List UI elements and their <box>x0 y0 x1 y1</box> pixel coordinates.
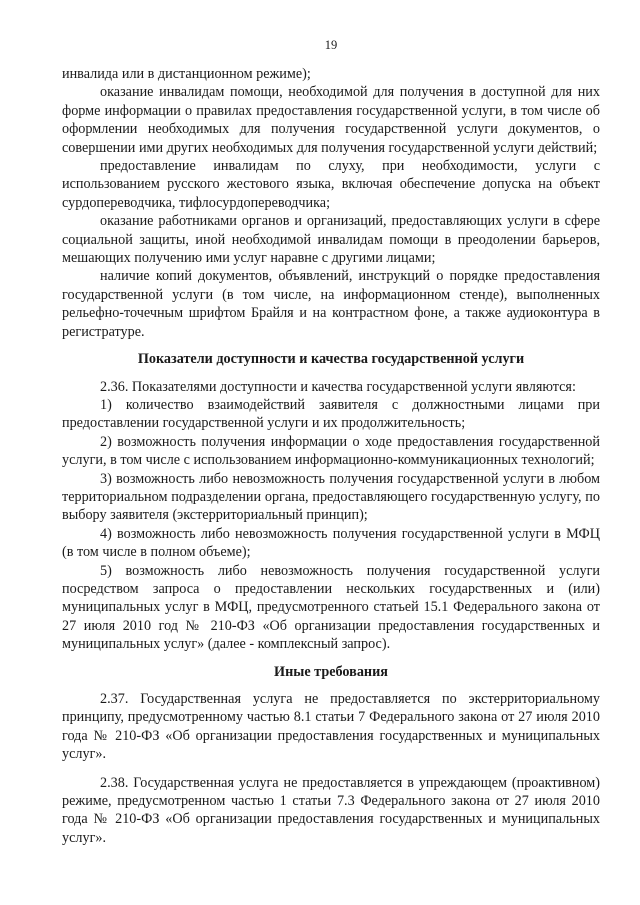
clause-2-36-item-4: 4) возможность либо невозможность получения государственной услуги в МФЦ (в том числе в полном объеме); <box>62 525 600 561</box>
clause-2-36-intro: 2.36. Показателями доступности и качества государственной услуги являются: <box>100 378 576 395</box>
paragraph-staff-help: оказание работниками органов и организаций, предоставляющих услуги в сфере социальной защиты, иной необходимой инвалидам помощи в преодолении барьеров, мешающих получению ими услуг наравне с другими лицами; <box>62 213 600 267</box>
clause-2-36-item-5: 5) возможность либо невозможность получения государственной услуги посредством запроса о предоставлении нескольких государственных и (или) муниципальных услуг в МФЦ, предусмотренного статьей 15.1 Федерального закона от 27 июля 2010 год № 210-ФЗ «Об организации предоставления государственных и муниципальных услуг» (далее - комплексный запрос). <box>62 562 600 653</box>
paragraph-continuation: инвалида или в дистанционном режиме); <box>62 66 311 82</box>
paragraph-sign-language: предоставление инвалидам по слуху, при необходимости, услуги с использованием русского жестового языка, включая обеспечение допуска на объект сурдопереводчика, тифлосурдопереводчика; <box>62 158 600 211</box>
clause-2-36-item-2: 2) возможность получения информации о ходе предоставления государственной услуги, в том числе с использованием информационно-коммуникационных технологий; <box>62 433 600 469</box>
document-body <box>62 65 600 847</box>
clause-2-36-item-1: 1) количество взаимодействий заявителя с должностными лицами при предоставлении государственной услуги и их продолжительность; <box>62 396 600 432</box>
paragraph-assistance: оказание инвалидам помощи, необходимой для получения в доступной для них форме информации о правилах предоставления государственной услуги, в том числе об оформлении необходимых для получения государственной услуги документов, о совершении ими других необходимых для получения государственной услуги действий; <box>62 84 600 156</box>
page-number: 19 <box>324 38 338 52</box>
clause-2-37: 2.37. Государственная услуга не предоставляется по экстерриториальному принципу, предусмотренному частью 8.1 статьи 7 Федерального закона от 27 июля 2010 года № 210-ФЗ «Об организации предоставления государственных и муниципальных услуг». <box>62 691 600 763</box>
paragraph-braille: наличие копий документов, объявлений, инструкций о порядке предоставления государственной услуги (в том числе, на информационном стенде), выполненных рельефно-точечным шрифтом Брайля и на контрастном фоне, а также аудиоконтура в регистратуре. <box>62 268 600 340</box>
clause-2-36-item-3: 3) возможность либо невозможность получения государственной услуги в любом территориальном подразделении органа, предоставляющего государственную услугу, по выбору заявителя (экстерриториальный принцип); <box>62 470 600 524</box>
section-heading-accessibility: Показатели доступности и качества государственной услуги <box>137 351 525 368</box>
clause-2-38: 2.38. Государственная услуга не предоставляется в упреждающем (проактивном) режиме, предусмотренном частью 1 статьи 7.3 Федерального закона от 27 июля 2010 года № 210-ФЗ «Об организации предоставления государственных и муниципальных услуг». <box>62 774 600 846</box>
section-heading-other-requirements: Иные требования <box>274 663 388 680</box>
